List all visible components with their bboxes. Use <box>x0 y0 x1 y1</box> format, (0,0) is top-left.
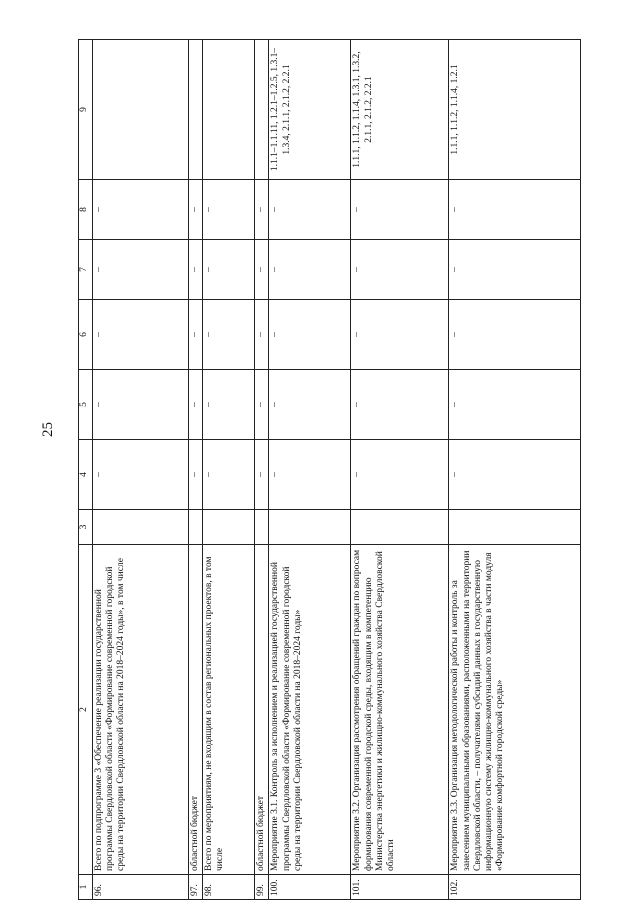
cell-col3 <box>189 510 203 545</box>
cell-col7: – <box>203 240 255 300</box>
cell-col4: – <box>269 440 351 510</box>
cell-col8: – <box>269 180 351 240</box>
cell-col3 <box>269 510 351 545</box>
cell-col4: – <box>351 440 449 510</box>
cell-col9 <box>93 40 189 180</box>
cell-col5: – <box>351 370 449 440</box>
cell-col6: – <box>449 300 581 370</box>
cell-col7: – <box>255 240 269 300</box>
cell-col3 <box>93 510 189 545</box>
row-description: Всего по мероприятиям, не входящим в состав региональных проектов, в том числе <box>203 545 255 875</box>
table-row <box>93 40 189 900</box>
header-cell: 3 <box>79 510 93 545</box>
cell-col6: – <box>255 300 269 370</box>
header-cell: 2 <box>79 545 93 875</box>
row-description: областной бюджет <box>189 545 203 875</box>
table-row <box>351 40 449 900</box>
row-number: 100. <box>269 875 351 900</box>
row-number: 101. <box>351 875 449 900</box>
cell-col9: 1.1.1–1.1.11, 1.2.1–1.2.5, 1.3.1–1.3.4, 2.1.1, 2.1.2, 2.2.1 <box>269 40 351 180</box>
cell-col7: – <box>189 240 203 300</box>
cell-col8: – <box>203 180 255 240</box>
cell-col5: – <box>269 370 351 440</box>
cell-col8: – <box>351 180 449 240</box>
cell-col9: 1.1.1, 1.1.2, 1.1.4, 1.2.1 <box>449 40 581 180</box>
row-description: областной бюджет <box>255 545 269 875</box>
cell-col9 <box>255 40 269 180</box>
cell-col6: – <box>351 300 449 370</box>
row-description: Мероприятие 3.3. Организация методологической работы и контроль за занесением муниципальными образованиями, расположенными на территории Свердловской области, – получателями субсидий данных в государственную информационную систему жилищно-коммунального хозяйства в части модуля «Формирование комфортной городской среды» <box>449 545 581 875</box>
row-number: 102. <box>449 875 581 900</box>
cell-col7: – <box>449 240 581 300</box>
cell-col5: – <box>255 370 269 440</box>
cell-col9: 1.1.1, 1.1.2, 1.1.4, 1.3.1, 1.3.2, 2.1.1, 2.1.2, 2.2.1 <box>351 40 449 180</box>
cell-col3 <box>351 510 449 545</box>
row-description: Мероприятие 3.1. Контроль за исполнением и реализацией государственной программы Свердловской области «Формирование современной городской среды на территории Свердловской области на 2018–2024 годы» <box>269 545 351 875</box>
cell-col9 <box>189 40 203 180</box>
header-cell: 1 <box>79 875 93 900</box>
row-number: 97. <box>189 875 203 900</box>
header-cell: 4 <box>79 440 93 510</box>
cell-col6: – <box>93 300 189 370</box>
cell-col8: – <box>255 180 269 240</box>
header-cell: 7 <box>79 240 93 300</box>
cell-col3 <box>203 510 255 545</box>
cell-col5: – <box>93 370 189 440</box>
row-number: 96. <box>93 875 189 900</box>
table-row <box>203 40 255 900</box>
cell-col4: – <box>449 440 581 510</box>
cell-col7: – <box>269 240 351 300</box>
cell-col7: – <box>93 240 189 300</box>
cell-col8: – <box>93 180 189 240</box>
cell-col6: – <box>269 300 351 370</box>
rotated-table-container <box>78 40 608 900</box>
cell-col4: – <box>255 440 269 510</box>
cell-col7: – <box>351 240 449 300</box>
row-description: Мероприятие 3.2. Организация рассмотрения обращений граждан по вопросам формирования современной городской среды, входящим в компетенцию Министерства энергетики и жилищно-коммунального хозяйства Свердловской области <box>351 545 449 875</box>
program-table <box>78 39 581 900</box>
cell-col6: – <box>189 300 203 370</box>
cell-col6: – <box>203 300 255 370</box>
header-cell: 9 <box>79 40 93 180</box>
cell-col5: – <box>203 370 255 440</box>
header-row <box>79 40 93 900</box>
header-cell: 5 <box>79 370 93 440</box>
row-number: 99. <box>255 875 269 900</box>
row-description: Всего по подпрограмме 3 «Обеспечение реализации государственной программы Свердловской области «Формирование современной городской среды на территории Свердловской области на 2018–2024 годы», в том числе <box>93 545 189 875</box>
cell-col4: – <box>203 440 255 510</box>
row-number: 98. <box>203 875 255 900</box>
cell-col8: – <box>189 180 203 240</box>
cell-col8: – <box>449 180 581 240</box>
cell-col5: – <box>449 370 581 440</box>
table-row <box>255 40 269 900</box>
cell-col4: – <box>93 440 189 510</box>
cell-col3 <box>449 510 581 545</box>
table-row <box>449 40 581 900</box>
cell-col9 <box>203 40 255 180</box>
table-row <box>269 40 351 900</box>
cell-col5: – <box>189 370 203 440</box>
cell-col4: – <box>189 440 203 510</box>
header-cell: 6 <box>79 300 93 370</box>
header-cell: 8 <box>79 180 93 240</box>
cell-col3 <box>255 510 269 545</box>
page-number: 25 <box>40 422 56 437</box>
table-row <box>189 40 203 900</box>
